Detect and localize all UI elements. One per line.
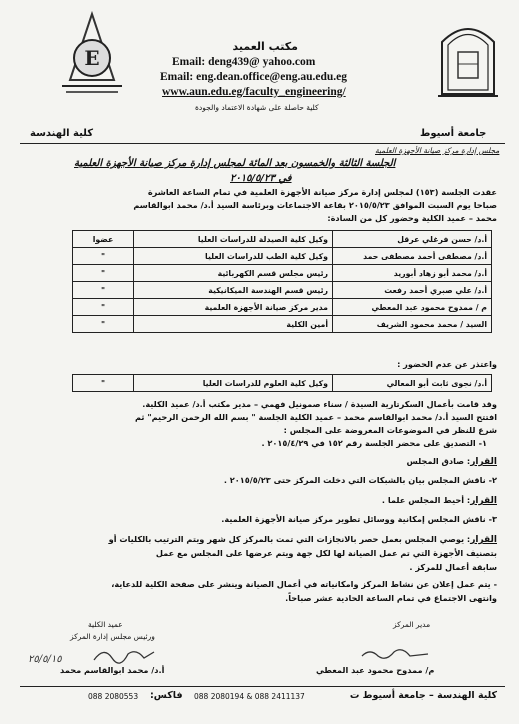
signature-scribble: [92, 644, 156, 666]
assiut-university-logo: [432, 14, 504, 100]
svg-text:E: E: [84, 46, 100, 70]
attendee-role: وكيل كلية الطب للدراسات العليا: [134, 248, 333, 265]
attendee-name: السيد / محمد محمود الشريف: [333, 316, 492, 333]
center-director-title: مدير المركز: [393, 620, 431, 629]
intro-line-3: محمد – عميد الكلية وحضور كل من السادة:: [327, 213, 497, 223]
decision-1-text: : صادق المجلس: [406, 456, 471, 466]
dean-council-title: ورئيس مجلس إدارة المركز: [70, 632, 155, 641]
decision-3: [109, 533, 497, 547]
header-divider: [20, 143, 505, 144]
footer-divider: [20, 686, 505, 687]
apology-name: أ.د/ نجوى ثابت أبو المعالي: [333, 375, 492, 392]
proceedings-line-2: افتتح السيد أ.د/ محمد ابوالقاسم محمد – عميد الكلية الجلسة " بسم الله الرحمن الرحيم" ثم: [135, 412, 497, 422]
table-row: [73, 231, 492, 248]
email-office[interactable]: Email: eng.dean.office@eng.au.edu.eg: [160, 71, 348, 83]
footer-phones: 088 2080194 & 088 2411137: [194, 692, 305, 701]
decision-label: القرار: [470, 496, 497, 506]
agenda-item-2: ٢- ناقش المجلس بيان بالشبكات التي دخلت المركز حتى ٢٠١٥/٥/٢٣ .: [223, 475, 497, 485]
agenda-item-3: ٣- ناقش المجلس إمكانية ووسائل تطوير مركز صيانة الأجهزة العلمية.: [221, 514, 497, 524]
decision-2-text: : أحيط المجلس علما .: [381, 495, 471, 505]
decision-3-line-2: بتصنيف الأجهزة التي تم عمل الصيانة لها لكل جهة ويتم عرضها على المجلس مع عمل: [155, 548, 497, 558]
attendee-role: أمين الكلية: [134, 316, 333, 333]
attendee-status: ": [73, 299, 134, 316]
decision-3-line-1: : يوصي المجلس بعمل حصر بالانجازات التي تمت بالمركز كل شهر ويتم الترتيب بالكليات أو: [108, 534, 471, 544]
council-name: مجلس إدارة مركز صيانة الأجهزة العلمية: [375, 146, 500, 155]
attendee-status: ": [73, 282, 134, 299]
decision-3-line-3: سابقة أعمال للمركز .: [409, 562, 497, 572]
table-row: [73, 248, 492, 265]
website-link[interactable]: www.aun.edu.eg/faculty_engineering/: [162, 86, 346, 98]
session-title: الجلسة الثالثة والخمسون بعد المائة لمجلس إدارة مركز صيانة الأجهزة العلمية: [74, 158, 396, 169]
proceedings-line-3: شرع للنظر في الموضوعات المعروضة على المجلس :: [283, 425, 497, 435]
apology-status: ": [73, 375, 134, 392]
proceedings-line-1: وقد قامت بأعمال السكرتارية السيدة / سناء صمونيل فهمي – مدير مكتب أ.د/ عميد الكلية.: [142, 399, 497, 409]
dean-title: عميد الكلية: [88, 620, 123, 629]
email-dean[interactable]: Email: deng439@ yahoo.com: [172, 56, 316, 68]
intro-line-2: صباحا يوم السبت الموافق ٢٠١٥/٥/٢٣ بقاعة الاجتماعات وبرئاسة السيد أ.د/ محمد ابوالقاسم: [133, 200, 497, 210]
attendee-name: م / ممدوح محمود عبد المعطي: [333, 299, 492, 316]
attendee-status: ": [73, 316, 134, 333]
decision-label: القرار: [470, 535, 497, 545]
attendees-table: [72, 230, 492, 333]
agenda-item-1: ١- التصديق على محضر الجلسة رقم ١٥٢ في ٢٠١٥/٤/٢٩ .: [261, 438, 487, 448]
attendee-role: مدير مركز صيانة الأجهزة العلمية: [134, 299, 333, 316]
table-row: [73, 316, 492, 333]
footer-fax-label: فاكس:: [150, 690, 183, 701]
session-date: في ٢٠١٥/٥/٢٣: [230, 173, 292, 184]
attendee-role: رئيس قسم الهندسة الميكانيكية: [134, 282, 333, 299]
decision-3b-line-2: وانتهى الاجتماع في تمام الساعة الحادية عشر صباحاً.: [285, 593, 497, 603]
decision-label: القرار: [470, 457, 497, 467]
footer-address: كلية الهندسة – جامعة أسيوط ت: [349, 690, 497, 701]
dean-name: أ.د/ محمد ابوالقاسم محمد: [60, 665, 165, 675]
table-row: [73, 375, 492, 392]
attendee-name: أ.د/ محمد أبو زهاد أبوريد: [333, 265, 492, 282]
decision-1: [407, 455, 497, 469]
attendee-name: أ.د/ حسن فرغلي عرقل: [333, 231, 492, 248]
office-title: مكتب العميد: [232, 40, 298, 53]
table-row: [73, 299, 492, 316]
attendee-role: رئيس مجلس قسم الكهربائية: [134, 265, 333, 282]
decision-2: [382, 494, 497, 508]
attendee-name: أ.د/ علي صبري أحمد رفعت: [333, 282, 492, 299]
attendee-status: عضوا: [73, 231, 134, 248]
apology-role: وكيل كلية العلوم للدراسات العليا: [134, 375, 333, 392]
faculty-engineering-logo: [56, 10, 128, 102]
decision-3b-line-1: - يتم عمل إعلان عن نشاط المركز وامكانياته في أعمال الصيانة وينشر على صفحة الكلية للدعاية،: [111, 579, 497, 589]
faculty-name: كلية الهندسة: [30, 128, 94, 139]
attendee-name: أ.د/ مصطفى أحمد مصطفى حمد: [333, 248, 492, 265]
attendee-role: وكيل كلية الصيدلة للدراسات العليا: [134, 231, 333, 248]
footer-fax: 088 2080553: [88, 692, 139, 701]
attendee-status: ": [73, 265, 134, 282]
intro-line-1: عقدت الجلسة (١٥٣) لمجلس إدارة مركز صيانة الأجهزة العلمية في تمام الساعة العاشرة: [147, 187, 497, 197]
apology-heading: واعتذر عن عدم الحضور :: [397, 359, 497, 369]
table-row: [73, 282, 492, 299]
attendee-status: ": [73, 248, 134, 265]
director-signature-scribble: [360, 644, 430, 664]
center-director-name: م/ ممدوح محمود عبد المعطي: [316, 665, 435, 675]
handwritten-date: ٢٥/٥/١٥: [28, 654, 62, 665]
table-row: [73, 265, 492, 282]
accreditation-note: كلية حاصلة على شهادة الاعتماد والجودة: [195, 103, 319, 112]
university-name: جامعة أسيوط: [420, 128, 487, 139]
apologies-table: [72, 374, 492, 392]
